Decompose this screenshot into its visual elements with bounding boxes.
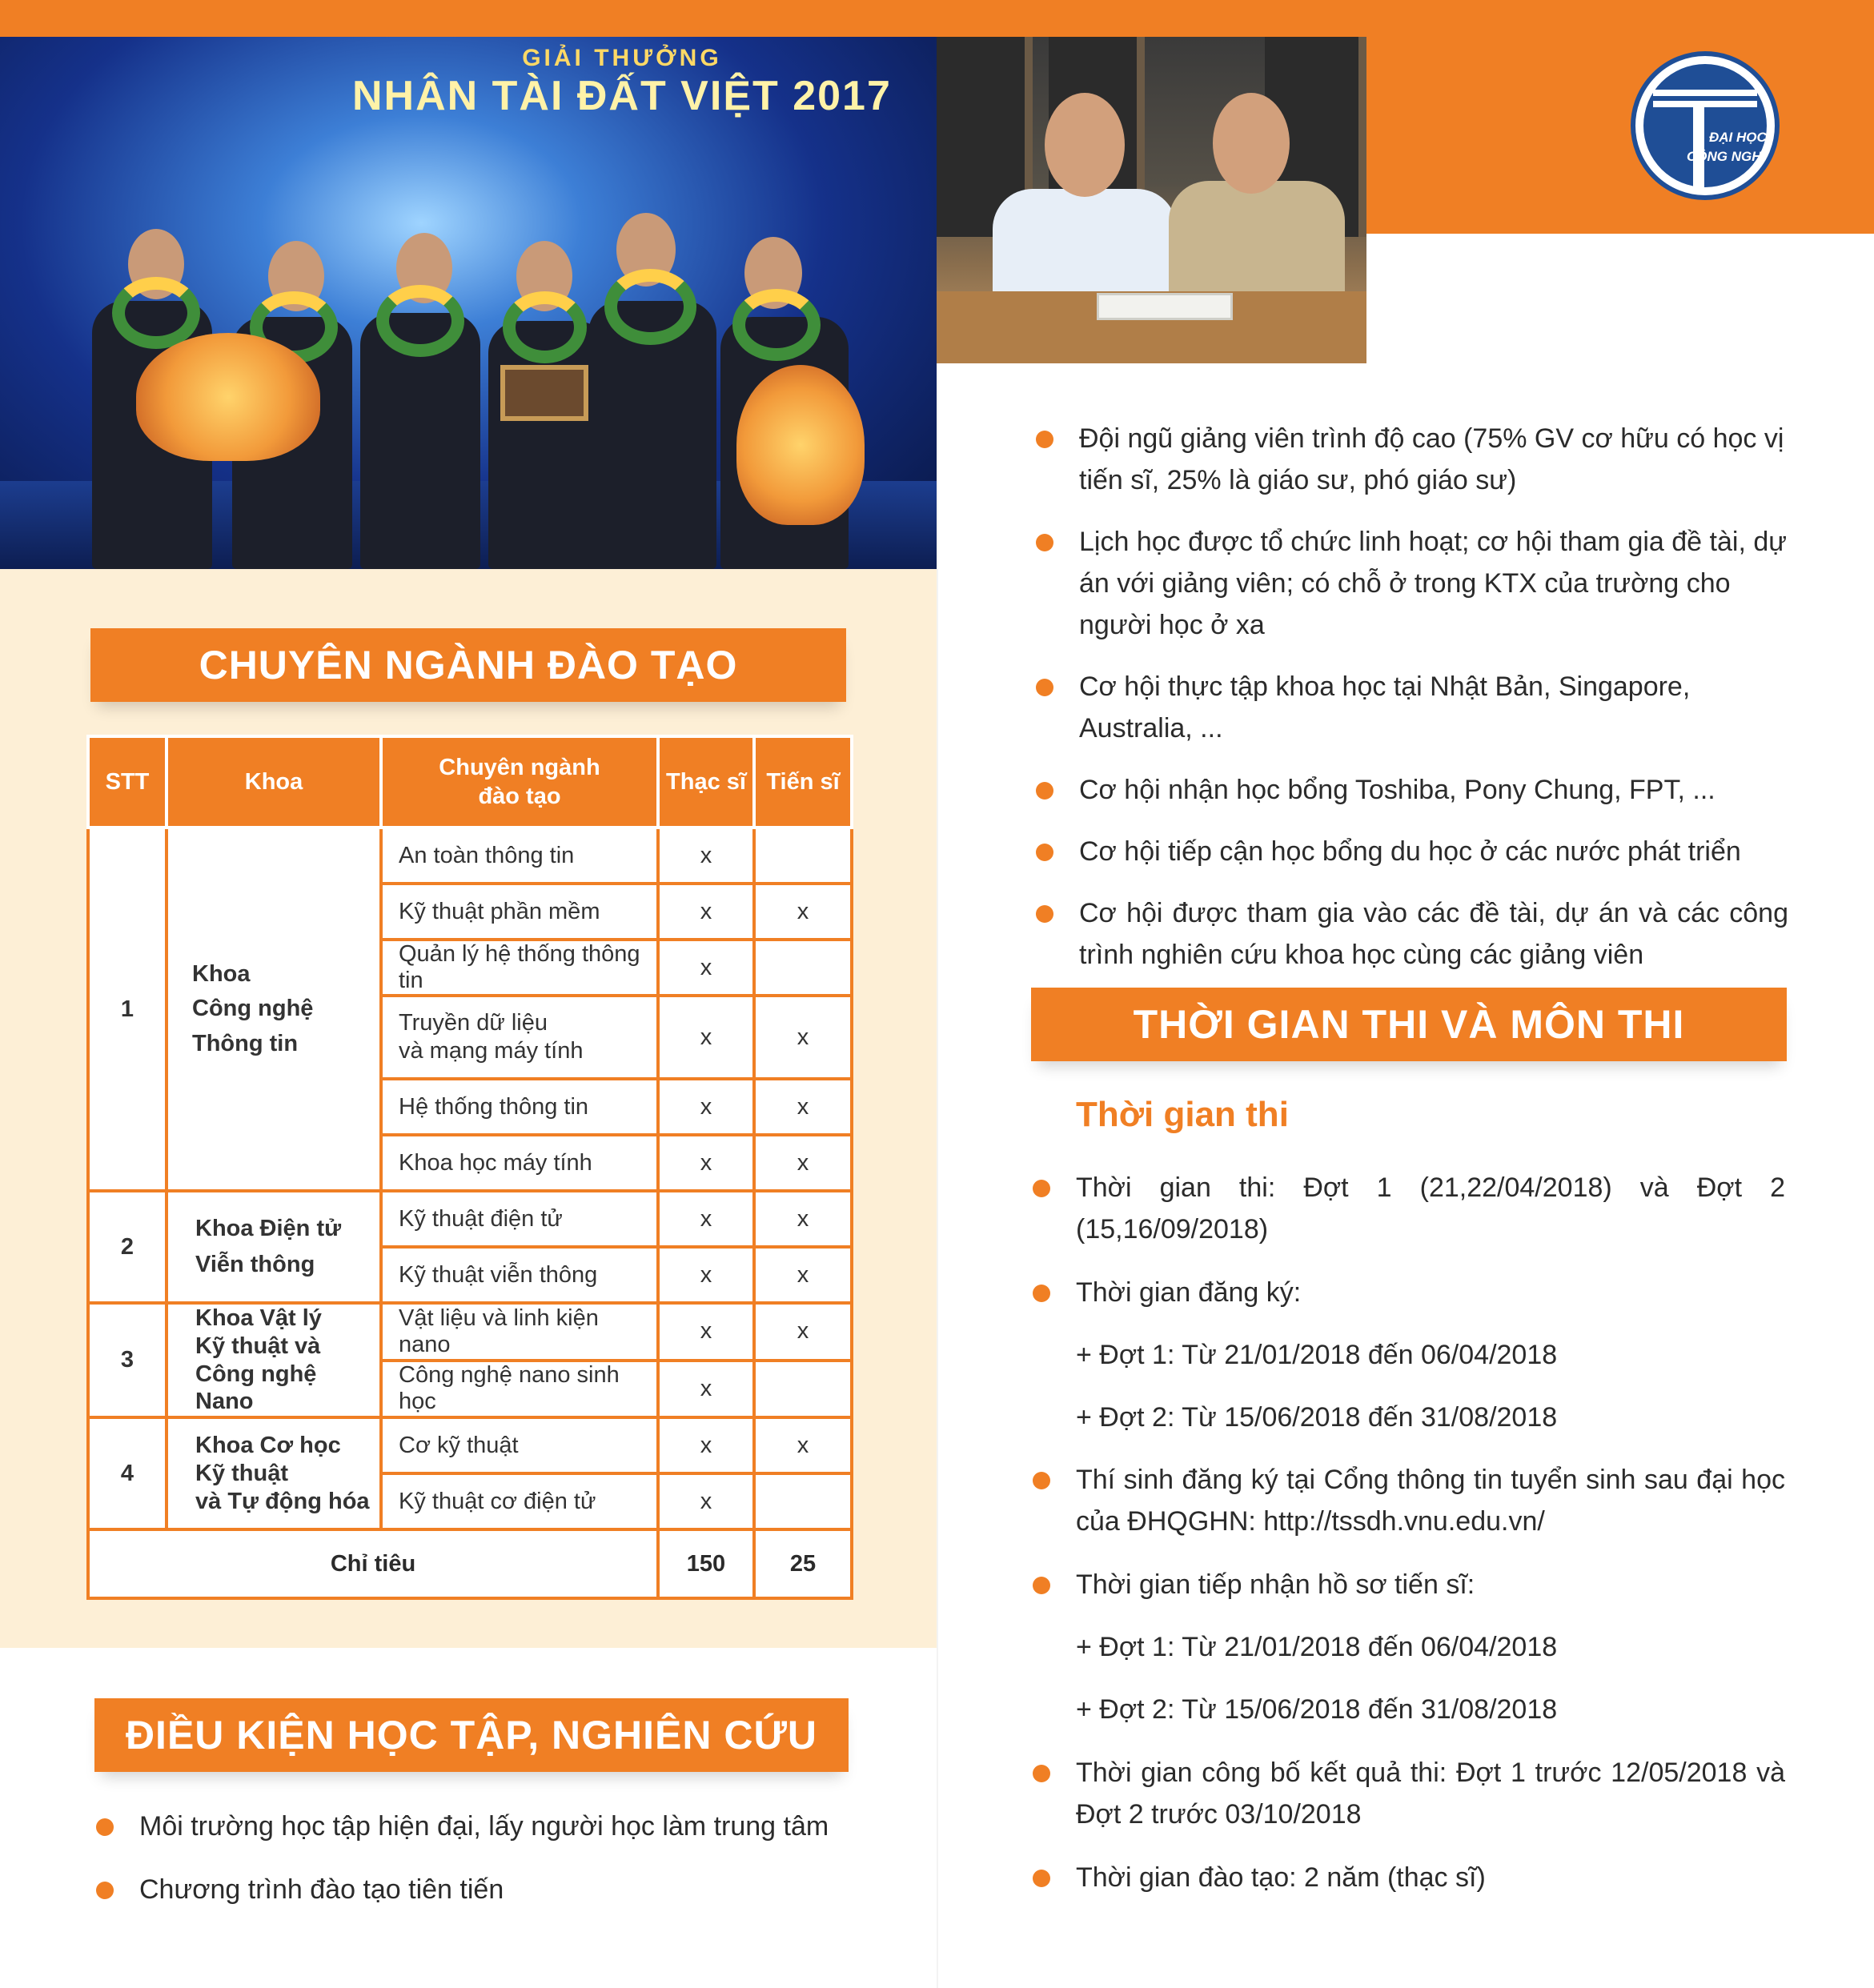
major-name: Hệ thống thông tin: [381, 1079, 658, 1135]
list-item-exam-time: Thời gian thi: Đợt 1 (21,22/04/2018) và Đợt 2 (15,16/09/2018): [1033, 1167, 1785, 1250]
total-masters: 150: [658, 1529, 754, 1598]
list-item: Cơ hội được tham gia vào các đề tài, dự án và các công trình nghiên cứu khoa học cùng các giảng viên: [1036, 892, 1788, 976]
masters-mark: x: [658, 1191, 754, 1247]
masters-mark: x: [658, 884, 754, 940]
registration-list: [1033, 1272, 1785, 1313]
major-name: Kỹ thuật điện tử: [381, 1191, 658, 1247]
conditions-list: [96, 1806, 897, 1910]
list-item-portal: Thí sinh đăng ký tại Cổng thông tin tuyển sinh sau đại học của ĐHQGHN: http://tssdh.vnu.edu.vn/: [1033, 1459, 1785, 1542]
flower-garland: [112, 277, 200, 349]
major-name: Công nghệ nano sinh học: [381, 1361, 658, 1418]
phd-mark: [754, 1361, 852, 1418]
faculty-name-line: Khoa Điện tử: [195, 1216, 342, 1242]
faculty-stt: 2: [88, 1191, 167, 1303]
flower-bouquet: [736, 365, 865, 525]
list-item: Cơ hội tiếp cận học bổng du học ở các nước phát triển: [1036, 831, 1788, 872]
faculty-name-line: Khoa Cơ học: [195, 1432, 341, 1458]
table-row: [88, 828, 852, 884]
award-banner-top: GIẢI THƯỞNG: [522, 45, 722, 71]
library-photo: [937, 37, 1366, 363]
faculty-stt: 4: [88, 1417, 167, 1529]
masters-mark: x: [658, 1417, 754, 1473]
award-ceremony-photo: [0, 37, 937, 569]
dossier-list: [1033, 1564, 1785, 1605]
majors-table: [86, 735, 853, 1600]
logo-bar: [1653, 90, 1757, 96]
flower-garland: [503, 291, 587, 363]
major-name-line: Truyền dữ liệu: [399, 1010, 548, 1036]
results-list: [1033, 1752, 1785, 1898]
flower-garland: [732, 289, 821, 361]
list-item: Cơ hội nhận học bổng Toshiba, Pony Chung, FPT, ...: [1036, 769, 1788, 811]
list-item-results: Thời gian công bố kết quả thi: Đợt 1 trước 12/05/2018 và Đợt 2 trước 03/10/2018: [1033, 1752, 1785, 1835]
table-total-row: [88, 1529, 852, 1598]
header-major: [381, 736, 658, 828]
table-row: [88, 1303, 852, 1361]
phd-mark: x: [754, 1303, 852, 1361]
faculty-name: [167, 828, 381, 1191]
faculty-name-line: Khoa: [192, 960, 251, 987]
award-banner-main: NHÂN TÀI ĐẤT VIỆT 2017: [352, 73, 892, 119]
masters-mark: x: [658, 1079, 754, 1135]
faculty-name-line: Công nghệ: [192, 996, 314, 1022]
person-lecturer-head: [1045, 93, 1125, 197]
list-item-dossier: Thời gian tiếp nhận hồ sơ tiến sĩ:: [1033, 1564, 1785, 1605]
exam-time-list: [1033, 1167, 1785, 1250]
logo-text-line2: CÔNG NGHỆ: [1687, 149, 1771, 164]
phd-mark: x: [754, 1191, 852, 1247]
masters-mark: x: [658, 1473, 754, 1529]
faculty-name: [167, 1417, 381, 1529]
major-name: Kỹ thuật phần mềm: [381, 884, 658, 940]
header-stt: STT: [88, 736, 167, 828]
major-name: An toàn thông tin: [381, 828, 658, 884]
dossier-round-1: + Đợt 1: Từ 21/01/2018 đến 06/04/2018: [1076, 1632, 1558, 1662]
logo-text-line1: ĐẠI HỌC: [1709, 130, 1767, 145]
flower-garland: [604, 269, 696, 345]
exam-subtitle: Thời gian thi: [1076, 1095, 1289, 1134]
faculty-name-line: Thông tin: [192, 1030, 299, 1056]
header-khoa: Khoa: [167, 736, 381, 828]
masters-mark: x: [658, 1135, 754, 1191]
major-name: Cơ kỹ thuật: [381, 1417, 658, 1473]
header-phd: Tiến sĩ: [754, 736, 852, 828]
major-name: Vật liệu và linh kiện nano: [381, 1303, 658, 1361]
masters-mark: x: [658, 996, 754, 1079]
masters-mark: x: [658, 1247, 754, 1303]
dossier-round-2: + Đợt 2: Từ 15/06/2018 đến 31/08/2018: [1076, 1694, 1558, 1725]
total-phd: 25: [754, 1529, 852, 1598]
list-item: Môi trường học tập hiện đại, lấy người học làm trung tâm: [96, 1806, 897, 1847]
open-book: [1097, 293, 1233, 320]
faculty-name-line: và Tự động hóa: [195, 1488, 370, 1514]
header-major-line2: đào tạo: [478, 784, 561, 809]
list-item-registration: Thời gian đăng ký:: [1033, 1272, 1785, 1313]
registration-round-2: + Đợt 2: Từ 15/06/2018 đến 31/08/2018: [1076, 1402, 1558, 1433]
major-name-line: và mạng máy tính: [399, 1038, 584, 1064]
phd-mark: x: [754, 884, 852, 940]
major-name: Kỹ thuật viễn thông: [381, 1247, 658, 1303]
major-name: Quản lý hệ thống thông tin: [381, 940, 658, 996]
phd-mark: x: [754, 1135, 852, 1191]
masters-mark: x: [658, 1361, 754, 1418]
logo-stem: [1693, 107, 1704, 187]
faculty-name-line: Kỹ thuật và: [195, 1333, 321, 1359]
logo-bar: [1653, 101, 1757, 107]
benefits-list: [1036, 418, 1788, 976]
phd-mark: [754, 1473, 852, 1529]
faculty-name-line: Viễn thông: [195, 1252, 315, 1277]
phd-mark: x: [754, 1079, 852, 1135]
registration-round-1: + Đợt 1: Từ 21/01/2018 đến 06/04/2018: [1076, 1340, 1558, 1370]
major-name: Kỹ thuật cơ điện tử: [381, 1473, 658, 1529]
faculty-name-line: Công nghệ Nano: [195, 1361, 317, 1415]
faculty-name-line: Khoa Vật lý: [195, 1305, 322, 1331]
table-header-row: [88, 736, 852, 828]
table-row: [88, 1191, 852, 1247]
major-name: Khoa học máy tính: [381, 1135, 658, 1191]
faculty-stt: 3: [88, 1303, 167, 1417]
person-student-head: [1213, 93, 1290, 194]
list-item: Chương trình đào tạo tiên tiến: [96, 1869, 897, 1910]
flower-bouquet: [136, 333, 320, 461]
portal-list: [1033, 1459, 1785, 1542]
masters-mark: x: [658, 940, 754, 996]
phd-mark: [754, 940, 852, 996]
faculty-name-line: Kỹ thuật: [195, 1460, 288, 1486]
header-major-line1: Chuyên ngành: [439, 754, 600, 780]
flower-garland: [376, 285, 464, 357]
column-divider: [937, 363, 938, 1988]
faculty-name: [167, 1303, 381, 1417]
list-item: Đội ngũ giảng viên trình độ cao (75% GV cơ hữu có học vị tiến sĩ, 25% là giáo sư, phó giáo sư): [1036, 418, 1788, 501]
table-row: [88, 1417, 852, 1473]
list-item-duration: Thời gian đào tạo: 2 năm (thạc sĩ): [1033, 1857, 1785, 1898]
logo-ring: [1643, 64, 1767, 187]
phd-mark: x: [754, 1417, 852, 1473]
total-label: Chỉ tiêu: [88, 1529, 658, 1598]
conditions-section-title: ĐIỀU KIỆN HỌC TẬP, NGHIÊN CỨU: [94, 1698, 849, 1772]
list-item: Lịch học được tổ chức linh hoạt; cơ hội tham gia đề tài, dự án với giảng viên; có chỗ ở trong KTX của trường cho người học ở xa: [1036, 521, 1788, 646]
exam-section-title: THỜI GIAN THI VÀ MÔN THI: [1031, 988, 1787, 1061]
phd-mark: x: [754, 1247, 852, 1303]
major-name: [381, 996, 658, 1079]
header-masters: Thạc sĩ: [658, 736, 754, 828]
faculty-stt: 1: [88, 828, 167, 1191]
majors-section-title: CHUYÊN NGÀNH ĐÀO TẠO: [90, 628, 846, 702]
phd-mark: [754, 828, 852, 884]
list-item: Cơ hội thực tập khoa học tại Nhật Bản, Singapore, Australia, ...: [1036, 666, 1788, 749]
top-orange-strip-left: [0, 0, 937, 37]
award-banner: [352, 45, 892, 120]
award-plaque: [500, 365, 588, 421]
masters-mark: x: [658, 828, 754, 884]
university-logo: [1631, 51, 1780, 200]
faculty-name: [167, 1191, 381, 1303]
phd-mark: x: [754, 996, 852, 1079]
masters-mark: x: [658, 1303, 754, 1361]
